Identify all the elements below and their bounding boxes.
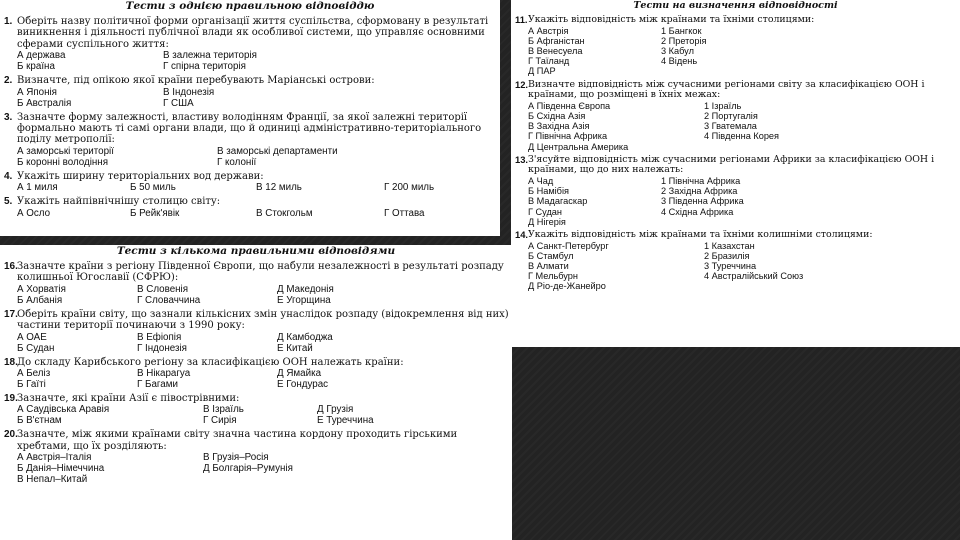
option: Д Центральна Америка [528, 141, 629, 152]
question-text: Зазначте країни з регіону Південної Європи, що набули незалежності в результаті розпаду колишньої Югославії (СФРЮ): [17, 261, 504, 284]
question-14 [511, 230, 960, 292]
option: Е Туреччина [317, 415, 374, 427]
option: Е Угорщина [277, 294, 331, 306]
option: Г Північна Африка [528, 131, 608, 142]
section-title: Тести з кількома правильними відповідями [116, 245, 396, 257]
question-3 [0, 112, 500, 168]
option: Б коронні володіння [17, 156, 109, 168]
question-11 [511, 15, 960, 77]
option: Б 50 миль [130, 182, 176, 194]
question-text: До складу Карибського регіону за класифікацією ООН належать країни: [17, 356, 404, 368]
option: В Ефіопія [137, 331, 182, 343]
option: В Словенія [137, 283, 189, 295]
option: Г Сирія [203, 415, 237, 427]
question-18 [0, 357, 512, 390]
question-1 [0, 16, 500, 72]
option: Б Албанія [17, 294, 63, 306]
question-16 [0, 261, 512, 306]
option: А заморські території [17, 145, 114, 157]
answer-options [17, 208, 500, 219]
question-19 [0, 393, 512, 426]
match-option: 3 Південна Африка [661, 196, 744, 207]
answer-options [528, 26, 960, 77]
match-option: 1 Північна Африка [661, 176, 741, 186]
question-text: Оберіть назву політичної форми організації життя суспільства, сформовану в результаті виникнення і діяльності публічної влади як особливої системи, що управляє основними сферами суспільного життя: [17, 16, 489, 50]
question-2 [0, 75, 500, 108]
option: Г Словаччина [137, 294, 201, 306]
match-option: 3 Гватемала [704, 121, 757, 132]
answer-options [17, 404, 512, 426]
question-number: 4. [4, 170, 13, 182]
question-17 [0, 309, 512, 354]
question-number: 11. [515, 14, 528, 25]
question-number: 13. [515, 153, 529, 165]
question-text: Укажіть найпівнічнішу столицю світу: [17, 196, 221, 208]
option: Г Мельбурн [528, 271, 578, 282]
option: А ОАЕ [17, 331, 47, 343]
option: Д Македонія [277, 283, 334, 295]
option: А Австрія [528, 25, 569, 36]
matching-tests-panel [511, 0, 960, 347]
question-number: 16. [4, 261, 18, 272]
question-number: 14. [515, 229, 529, 241]
option: Г Індонезія [137, 342, 187, 354]
question-text: Зазначте, які країни Азії є півострівними: [17, 393, 240, 405]
option: В залежна територія [163, 50, 257, 62]
option: А Санкт-Петербург [528, 240, 609, 251]
match-option: 4 Східна Африка [661, 206, 734, 217]
option: В Ізраїль [203, 404, 244, 416]
question-number: 2. [4, 75, 13, 87]
question-number: 12. [515, 78, 529, 90]
option: А Саудівська Аравія [17, 404, 110, 416]
question-text: Зазначте, між якими країнами світу значна частина кордону проходить гірськими хребтами, що їх розділяють: [17, 429, 458, 452]
question-12 [511, 80, 960, 152]
option: Г Оттава [384, 207, 425, 219]
option: В Мадагаскар [528, 196, 588, 207]
option: В Грузія–Росія [203, 452, 269, 464]
match-option: 2 Західна Африка [661, 186, 738, 197]
multiple-answer-tests-panel [0, 245, 512, 540]
option: А Чад [528, 176, 554, 186]
option: Г 200 миль [384, 182, 435, 194]
answer-options [17, 332, 512, 354]
match-option: 1 Казахстан [704, 240, 755, 251]
match-option: 4 Відень [661, 56, 698, 67]
option: Д Нігерія [528, 216, 566, 227]
match-option: 2 Португалія [704, 111, 758, 121]
option: Д Грузія [317, 404, 354, 416]
question-number: 17. [4, 308, 18, 320]
option: В 12 миль [256, 182, 302, 194]
match-option: 4 Південна Корея [704, 131, 780, 142]
option: В Непал–Китай [17, 474, 88, 486]
option: А Хорватія [17, 283, 66, 295]
answer-options [17, 146, 500, 168]
match-option: 2 Преторія [661, 35, 707, 46]
option: Б Намібія [528, 186, 569, 197]
question-text: З'ясуйте відповідність між сучасними регіонами Африки за класифікацією ООН і країнами, що до них належать: [528, 153, 935, 176]
option: Б Східна Азія [528, 111, 586, 121]
option: Е Китай [277, 342, 313, 354]
answer-options [17, 284, 512, 306]
option: А Південна Європа [528, 100, 611, 111]
answer-options [17, 50, 500, 72]
match-option: 2 Бразилія [704, 250, 750, 261]
question-number: 19. [4, 393, 18, 405]
option: Д Камбоджа [277, 331, 333, 343]
answer-options [528, 176, 960, 227]
match-option: 3 Туреччина [704, 261, 757, 272]
question-text: Укажіть відповідність між країнами та їхніми столицями: [528, 14, 815, 25]
option: Б Стамбул [528, 250, 574, 261]
option: Г Таїланд [528, 56, 570, 67]
section-title: Тести на визначення відповідності [633, 0, 838, 11]
option: Д Болгарія–Румунія [203, 463, 293, 475]
option: Д ПАР [528, 66, 556, 77]
question-4 [0, 171, 500, 193]
answer-options [528, 241, 960, 292]
question-5 [0, 196, 500, 218]
question-text: Укажіть ширину територіальних вод держави: [17, 170, 264, 182]
option: В Нікарагуа [137, 368, 191, 380]
match-option: 3 Кабул [661, 46, 694, 56]
option: Г колонії [217, 156, 257, 168]
option: Б Рейк'явік [130, 207, 180, 219]
option: Б В'єтнам [17, 415, 62, 427]
option: Г Багами [137, 379, 178, 391]
answer-options [17, 452, 512, 485]
option: А Осло [17, 207, 51, 219]
option: В Індонезія [163, 86, 215, 98]
option: Б Австралія [17, 97, 72, 109]
question-text: Укажіть відповідність між країнами та їхніми колишніми столицями: [528, 229, 873, 241]
option: Д Ямайка [277, 368, 322, 380]
option: Г спірна територія [163, 61, 246, 73]
option: Д Ріо-де-Жанейро [528, 281, 606, 292]
question-text: Оберіть країни світу, що зазнали кількісних змін унаслідок розпаду (відокремлення від них) частини території починаючи з 1990 року: [17, 308, 509, 332]
match-option: 4 Австралійський Союз [704, 271, 804, 282]
option: В Алмати [528, 261, 569, 272]
question-text: Зазначте форму залежності, властиву володінням Франції, за якої залежні території формально мають ті самі органи влади, що й одиниці адміністративно-територіального поділу метрополії: [17, 111, 482, 146]
question-number: 18. [4, 356, 18, 368]
answer-options [17, 182, 500, 193]
question-13 [511, 155, 960, 227]
section-title: Тести з однією правильною відповіддю [125, 0, 375, 12]
question-number: 5. [4, 196, 13, 208]
option: В Венесуела [528, 46, 583, 56]
option: В Західна Азія [528, 121, 590, 132]
option: А 1 миля [17, 182, 58, 194]
option: Б країна [17, 61, 55, 73]
option: А Австрія–Італія [17, 452, 92, 464]
option: В заморські департаменти [217, 145, 338, 157]
single-answer-tests-panel [0, 0, 500, 236]
question-number: 1. [4, 16, 13, 27]
question-text: Визначте, під опікою якої країни перебувають Маріанські острови: [17, 75, 375, 87]
option: А Японія [17, 86, 57, 98]
answer-options [17, 87, 500, 109]
option: Б Гаїті [17, 379, 46, 391]
question-number: 20. [4, 429, 18, 441]
question-text: Визначте відповідність між сучасними регіонами світу за класифікацією ООН і країнами, що розміщені в їхніх межах: [528, 78, 925, 101]
question-20 [0, 429, 512, 485]
question-number: 3. [4, 111, 13, 123]
match-option: 1 Бангкок [661, 25, 702, 36]
option: А держава [17, 50, 66, 62]
option: Б Судан [17, 342, 55, 354]
answer-options [528, 101, 960, 152]
answer-options [17, 368, 512, 390]
option: Е Гондурас [277, 379, 329, 391]
option: Б Данія–Німеччина [17, 463, 105, 475]
option: А Беліз [17, 368, 51, 380]
option: Г Судан [528, 206, 562, 217]
option: Г США [163, 97, 194, 109]
match-option: 1 Ізраїль [704, 100, 742, 111]
option: Б Афганістан [528, 35, 585, 46]
option: В Стокгольм [256, 207, 313, 219]
